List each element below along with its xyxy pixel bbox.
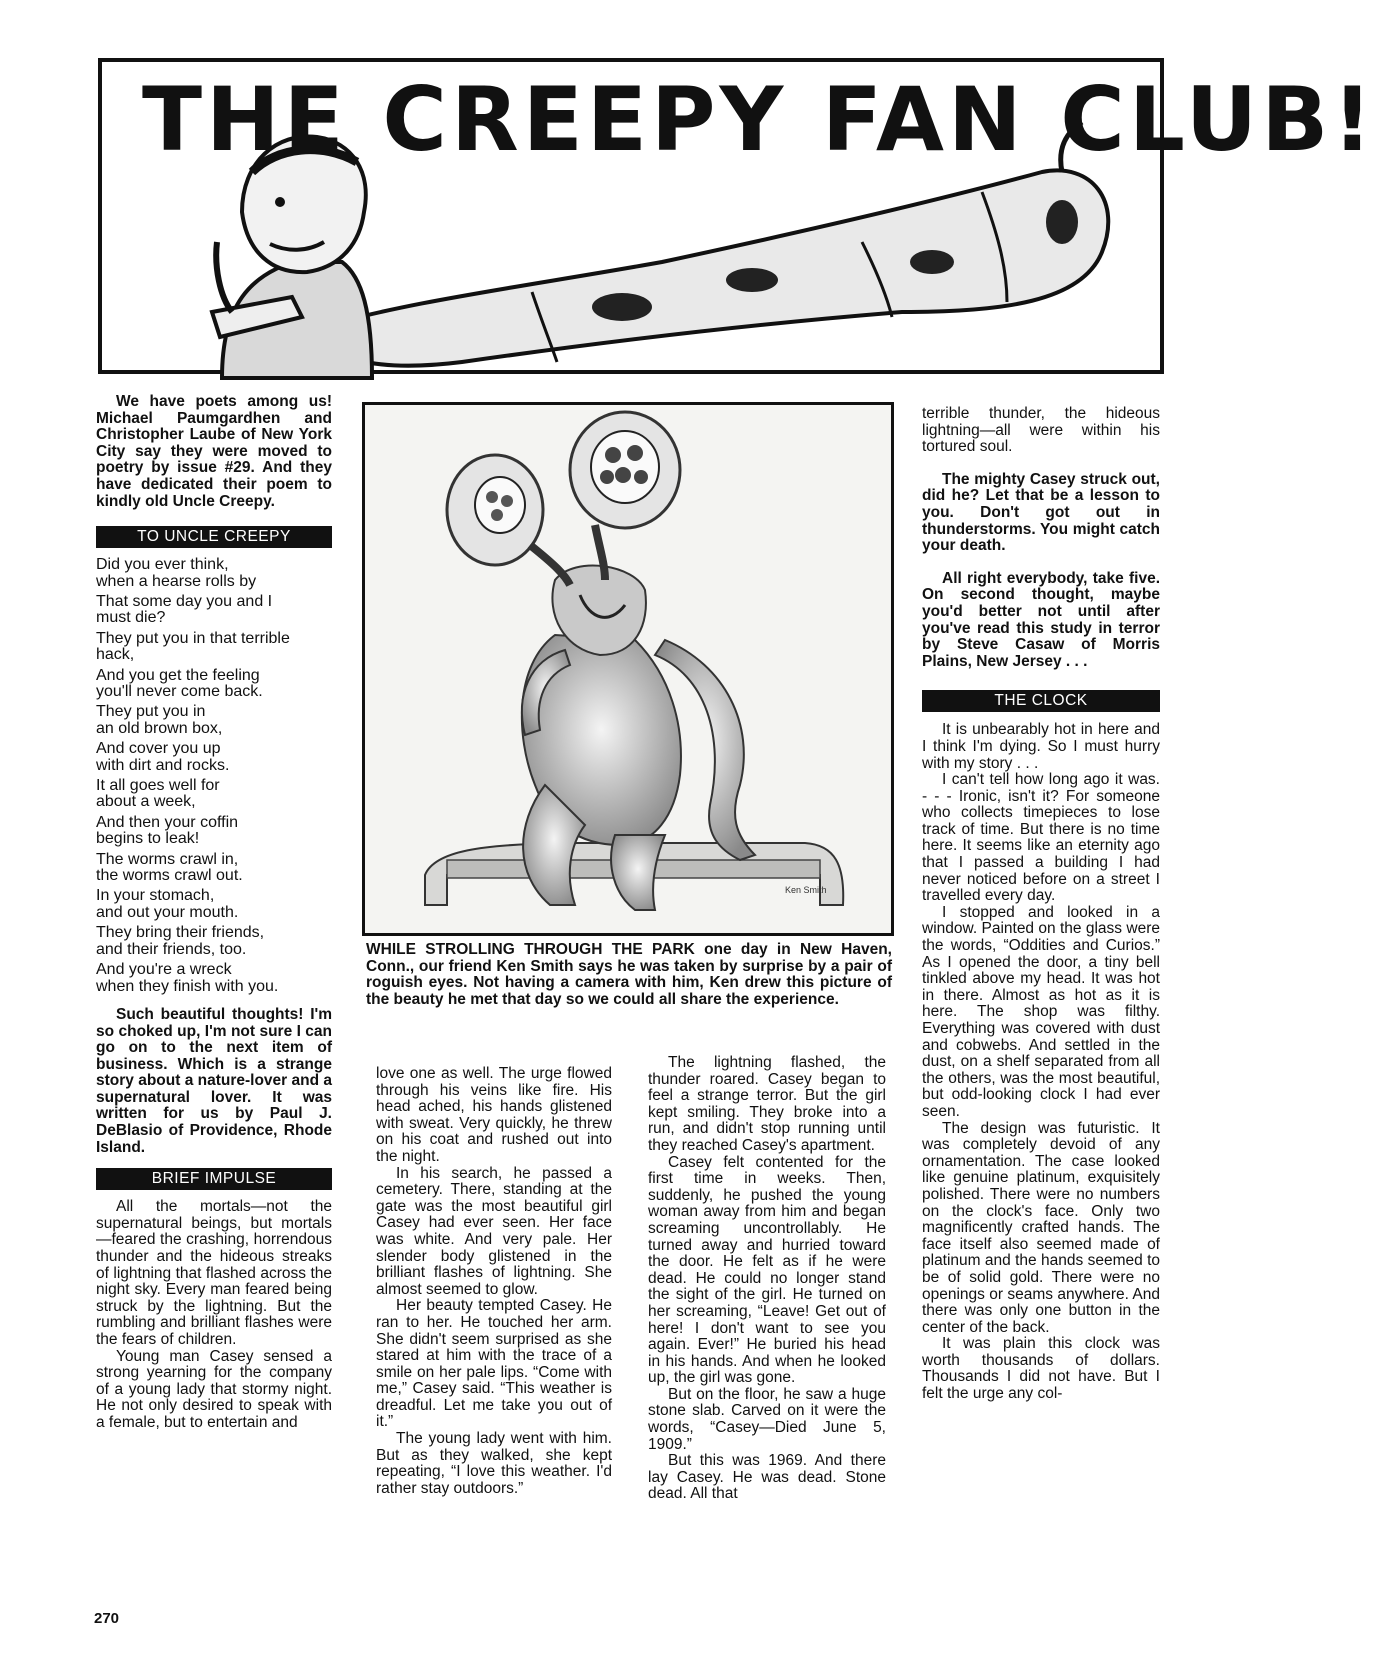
poem-stanza [96,777,332,811]
poem-line: And then your coffin [96,813,239,831]
paragraph: The young lady went with him. But as they walked, she kept repeating, “I love this weather. I'd rather stay outdoors.” [376,1430,612,1497]
poem-stanza [96,887,332,921]
poem-line: and their friends, too. [96,940,247,958]
paragraph: love one as well. The urge flowed through his veins like fire. His head ached, his hands glistened with sweat. Very quickly, he threw on his coat and rushed out into the night. [376,1065,612,1165]
caption-text: one day in New Haven, Conn., our friend Ken Smith says he was taken by surprise by a pair of roguish eyes. Not having a camera with him, Ken drew this picture of the beauty he met that day so we could all share the experience. [366,941,892,1008]
poem-stanza [96,814,332,848]
creature-drawing [362,402,894,936]
poem-line: They put you in that terrible [96,629,290,647]
banner-title: THE CREEPY FAN CLUB! [142,68,1376,171]
poem-line: The worms crawl in, [96,850,239,868]
paragraph: But on the floor, he saw a huge stone slab. Carved on it were the words, “Casey—Died June 5, 1909.” [648,1385,886,1453]
outro-text: Such beautiful thoughts! I'm so choked up, I'm not sure I can go on to the next item of business. Which is a strange story about a nature-lover and a supernatural lover. It was written for us by Paul J. DeBlasio of Providence, Rhode Island. [96,1005,332,1156]
poem-line: when they finish with you. [96,977,279,995]
caption-lead: WHILE STROLLING THROUGH THE PARK [366,941,695,958]
artist-signature: Ken Smith [785,885,827,895]
poem-stanza [96,961,332,995]
middle-column-2 [648,1055,886,1503]
poem-stanza [96,740,332,774]
poem-line: It all goes well for [96,777,220,795]
paragraph: It is unbearably hot in here and I think I'm dying. So I must hurry with my story . . . [922,721,1160,772]
story-heading-the-clock: THE CLOCK [922,690,1160,712]
story-heading-brief-impulse: BRIEF IMPULSE [96,1168,332,1190]
poem-heading: TO UNCLE CREEPY [96,526,332,548]
poem-stanza [96,924,332,958]
poem-stanza [96,851,332,885]
intro-text: We have poets among us! Michael Paumgardhen and Christopher Laube of New York City say they were moved to poetry by issue #29. And they have dedicated their poem to kindly old Uncle Creepy. [96,393,332,510]
paragraph: The design was futuristic. It was completely devoid of any ornamentation. The case looked like genuine platinum, exquisitely polished. There were no numbers on the clock's face. Only two magnificently crafted hands. The face itself also seemed made of platinum and the hands seemed to be of solid gold. There were no openings or seams anywhere. And there was only one button in the center of the back. [922,1119,1160,1336]
paragraph: Casey felt contented for the first time in weeks. Then, suddenly, he pushed the young woman away from him and began screaming uncontrollably. He turned away and hurried toward the door. He felt as if he were dead. He could no longer stand the sight of the girl. He turned on her screaming, “Leave! Get out of here! I don't want to see you again. Ever!” He buried his head in his hands. And when he looked up, the girl was gone. [648,1153,886,1387]
photo-caption [366,942,892,1008]
poem [96,556,332,995]
poem-line: begins to leak! [96,830,200,848]
paragraph: The lightning flashed, the thunder roared. Casey began to feel a strange terror. But the girl kept smiling. They broke into a run, and didn't stop running until they reached Casey's apartment. [648,1054,886,1154]
poem-stanza [96,593,332,627]
poem-line: an old brown box, [96,719,223,737]
poem-line: hack, [96,646,135,664]
paragraph: I can't tell how long ago it was. - - - Ironic, isn't it? For someone who collects timepieces to lose track of time. But there is no time here. It seems like an eternity ago that I passed a building I had never noticed before on a street I travelled every day. [922,771,1160,905]
poem-stanza [96,703,332,737]
poem-line: the worms crawl out. [96,867,243,885]
brief-impulse-story [96,1199,332,1431]
the-clock-story [922,722,1160,1402]
page-number: 270 [94,1610,120,1627]
middle-column-1 [376,1066,612,1497]
poem-line: Did you ever think, [96,556,229,574]
poem-stanza [96,630,332,664]
poem-stanza [96,556,332,590]
editor-note-2: All right everybody, take five. On second thought, maybe you'd better not until after you've read this study in terror by Steve Casaw of Morris Plains, New Jersey . . . [922,569,1160,670]
poem-line: In your stomach, [96,887,215,905]
paragraph: All the mortals—not the supernatural beings, but mortals—feared the crashing, horrendous thunder and the hideous streaks of lightning that flashed across the night sky. Every man feared being struck by the lightning. But the rumbling and brilliant flashes were the fears of children. [96,1198,332,1348]
poem-stanza [96,667,332,701]
poem-line: And you're a wreck [96,961,232,979]
poem-line: and out your mouth. [96,903,239,921]
paragraph: It was plain this clock was worth thousands of dollars. Thousands I did not have. But I felt the urge any col- [922,1335,1160,1403]
paragraph: Young man Casey sensed a strong yearning for the company of a young lady that stormy night. He not only desired to speak with a female, but to entertain and [96,1347,332,1431]
poem-line: must die? [96,609,166,627]
poem-line: That some day you and I [96,592,273,610]
paragraph: In his search, he passed a cemetery. There, standing at the gate was the most beautiful girl Casey had ever seen. Her face was white. And very pale. Her slender body glistened in the brilliant flashes of lightning. She almost seemed to glow. [376,1164,612,1298]
poem-line: when a hearse rolls by [96,572,257,590]
right-column [922,406,1160,1403]
poem-line: you'll never come back. [96,683,263,700]
poem-line: about a week, [96,793,196,811]
poem-line: And cover you up [96,740,221,758]
paragraph: I stopped and looked in a window. Painted on the glass were the words, “Oddities and Curios.” As I opened the door, a tiny bell tinkled above my head. It was hot in there. Almost as hot as it is here. The shop was filthy. Everything was covered with dust and cobwebs. And settled in the dust, on a shelf separated from all the others, was the most beautiful, but odd-looking clock I had ever seen. [922,903,1160,1120]
poem-line: They put you in [96,703,206,721]
left-column [96,394,332,1432]
creature-illustration [365,405,891,933]
paragraph: But this was 1969. And there lay Casey. He was dead. Stone dead. All that [648,1452,886,1503]
poem-line: And you get the feeling [96,666,260,684]
right-top-text: terrible thunder, the hideous lightning—all were within his tortured soul. [922,405,1160,456]
title-banner [98,58,1376,374]
poem-line: with dirt and rocks. [96,756,230,774]
paragraph: Her beauty tempted Casey. He ran to her. He touched her arm. She didn't seem surprised as she stared at him with the trace of a smile on her pale lips. “Come with me,” Casey said. “This weather is dreadful. Let me take you out of it.” [376,1297,612,1431]
poem-line: They bring their friends, [96,924,265,942]
editor-note-1: The mighty Casey struck out, did he? Let that be a lesson to you. Don't got out in thunderstorms. You might catch your death. [922,470,1160,555]
